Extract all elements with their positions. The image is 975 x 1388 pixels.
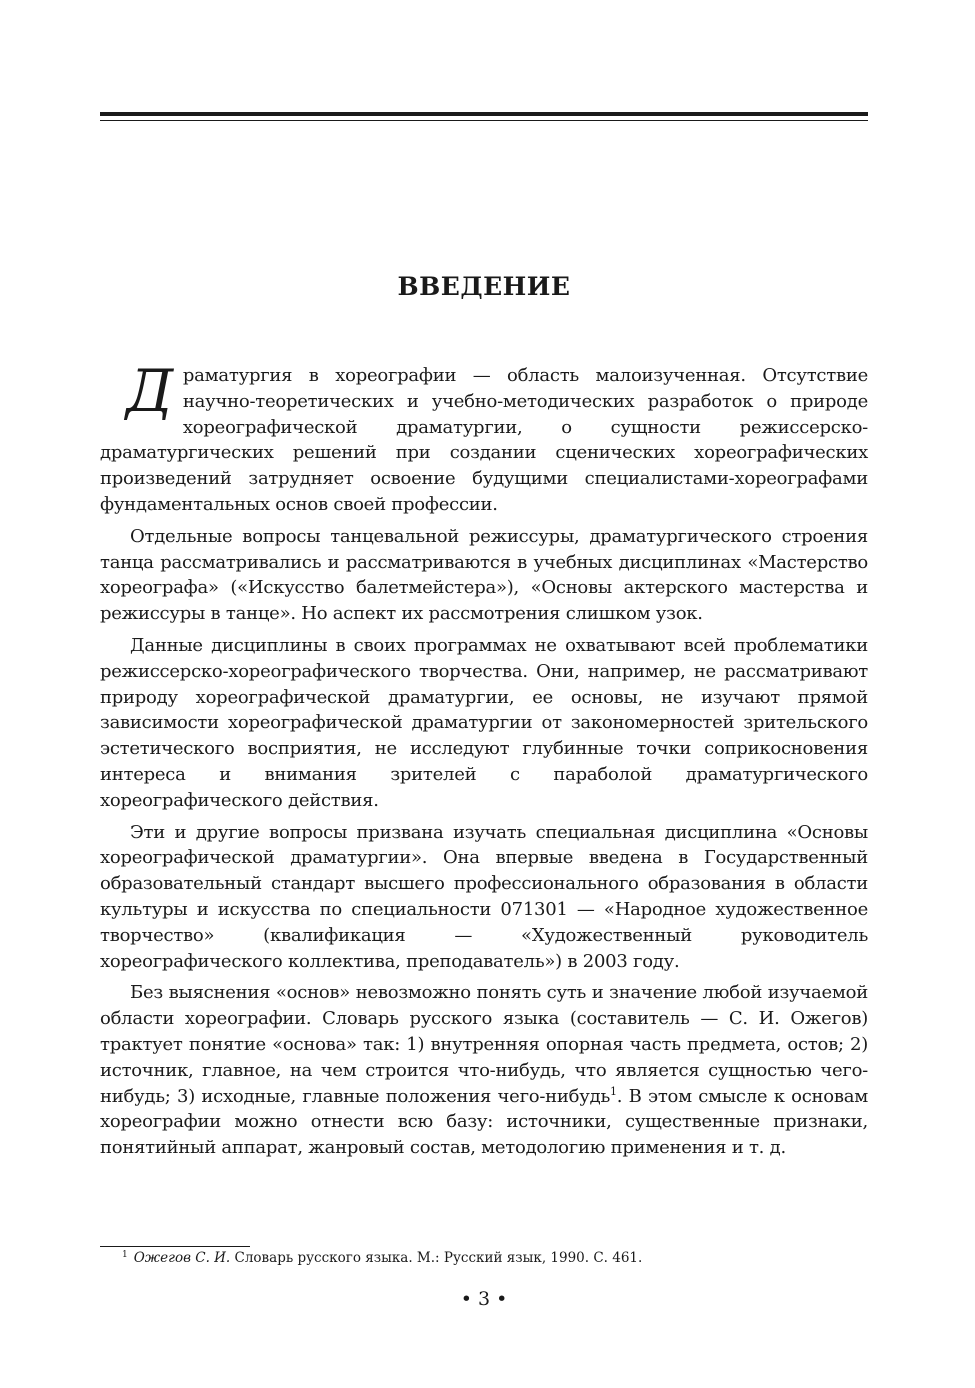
header-rule-thin — [100, 120, 868, 121]
paragraph-1 — [100, 357, 868, 518]
paragraph-text: Отдельные вопросы танцевальной режиссуры, драматургического строения танца рассматривались и рассматриваются в учебных дисциплинах «Мастерство хореографа» («Искусство балетмейстера»), «Основы актерского мастерства и режиссуры в танце». Но аспект их рассмотрения слишком узок. — [100, 525, 868, 625]
paragraph-text: Без выяснения «основ» невозможно понять суть и значение любой изучаемой области хореографии. Словарь русского языка (составитель — С. И. Ожегов) трактует понятие «основа» так: 1) внутренняя опорная часть предмета, остов; 2) источник, главное, на чем строится что-нибудь, что является сущностью чего-нибудь; 3) исходные, главные положения чего-нибудь — [100, 982, 868, 1107]
footnote-author: Ожегов С. И. — [133, 1250, 231, 1266]
page-number: • 3 • — [460, 1288, 508, 1310]
paragraph-text: Данные дисциплины в своих программах не охватывают всей проблематики режиссерско-хореографического творчества. Они, например, не рассматривают природу хореографической драматургии, ее основы, не изучают прямой зависимости хореографической драматургии от закономерностей зрительского эстетического восприятия, не исследуют глубинные точки соприкосновения интереса и внимания зрителей с параболой драматургического хореографического действия. — [100, 634, 868, 811]
footnote-text: Словарь русского языка. М.: Русский язык, 1990. С. 461. — [230, 1250, 643, 1266]
paragraph-3 — [100, 633, 868, 814]
body-text — [100, 357, 868, 1167]
paragraph-5 — [100, 980, 868, 1161]
paragraph-text: раматургия в хореографии — область малоизученная. Отсутствие научно-теоретических и учебно-методических разработок о природе хореографической драматургии, о сущности режиссерско-драматургических решений при создании сценических хореографических произведений затрудняет освоение будущими специалистами-хореографами фундаментальных основ своей профессии. — [100, 365, 868, 515]
paragraph-text-continued: . В этом смысле к основам хореографии можно отнести всю базу: источники, существенные признаки, понятийный аппарат, жанровый состав, методологию применения и т. д. — [100, 1085, 868, 1159]
paragraph-4 — [100, 820, 868, 975]
header-rule-thick — [100, 112, 868, 116]
chapter-title: ВВЕДЕНИЕ — [397, 272, 571, 301]
footnote-mark: 1 — [122, 1249, 128, 1260]
footnote — [122, 1249, 868, 1267]
paragraph-2 — [100, 524, 868, 627]
paragraph-text: Эти и другие вопросы призвана изучать специальная дисциплина «Основы хореографической драматургии». Она впервые введена в Государственный образовательный стандарт высшего профессионального образования в области культуры и искусства по специальности 071301 — «Народное художественное творчество» (квалификация — «Художественный руководитель хореографического коллектива, преподаватель») в 2003 году. — [100, 821, 868, 972]
footnote-reference[interactable]: 1 — [610, 1084, 617, 1098]
drop-cap: Д — [126, 357, 173, 425]
footnote-separator — [100, 1246, 250, 1247]
